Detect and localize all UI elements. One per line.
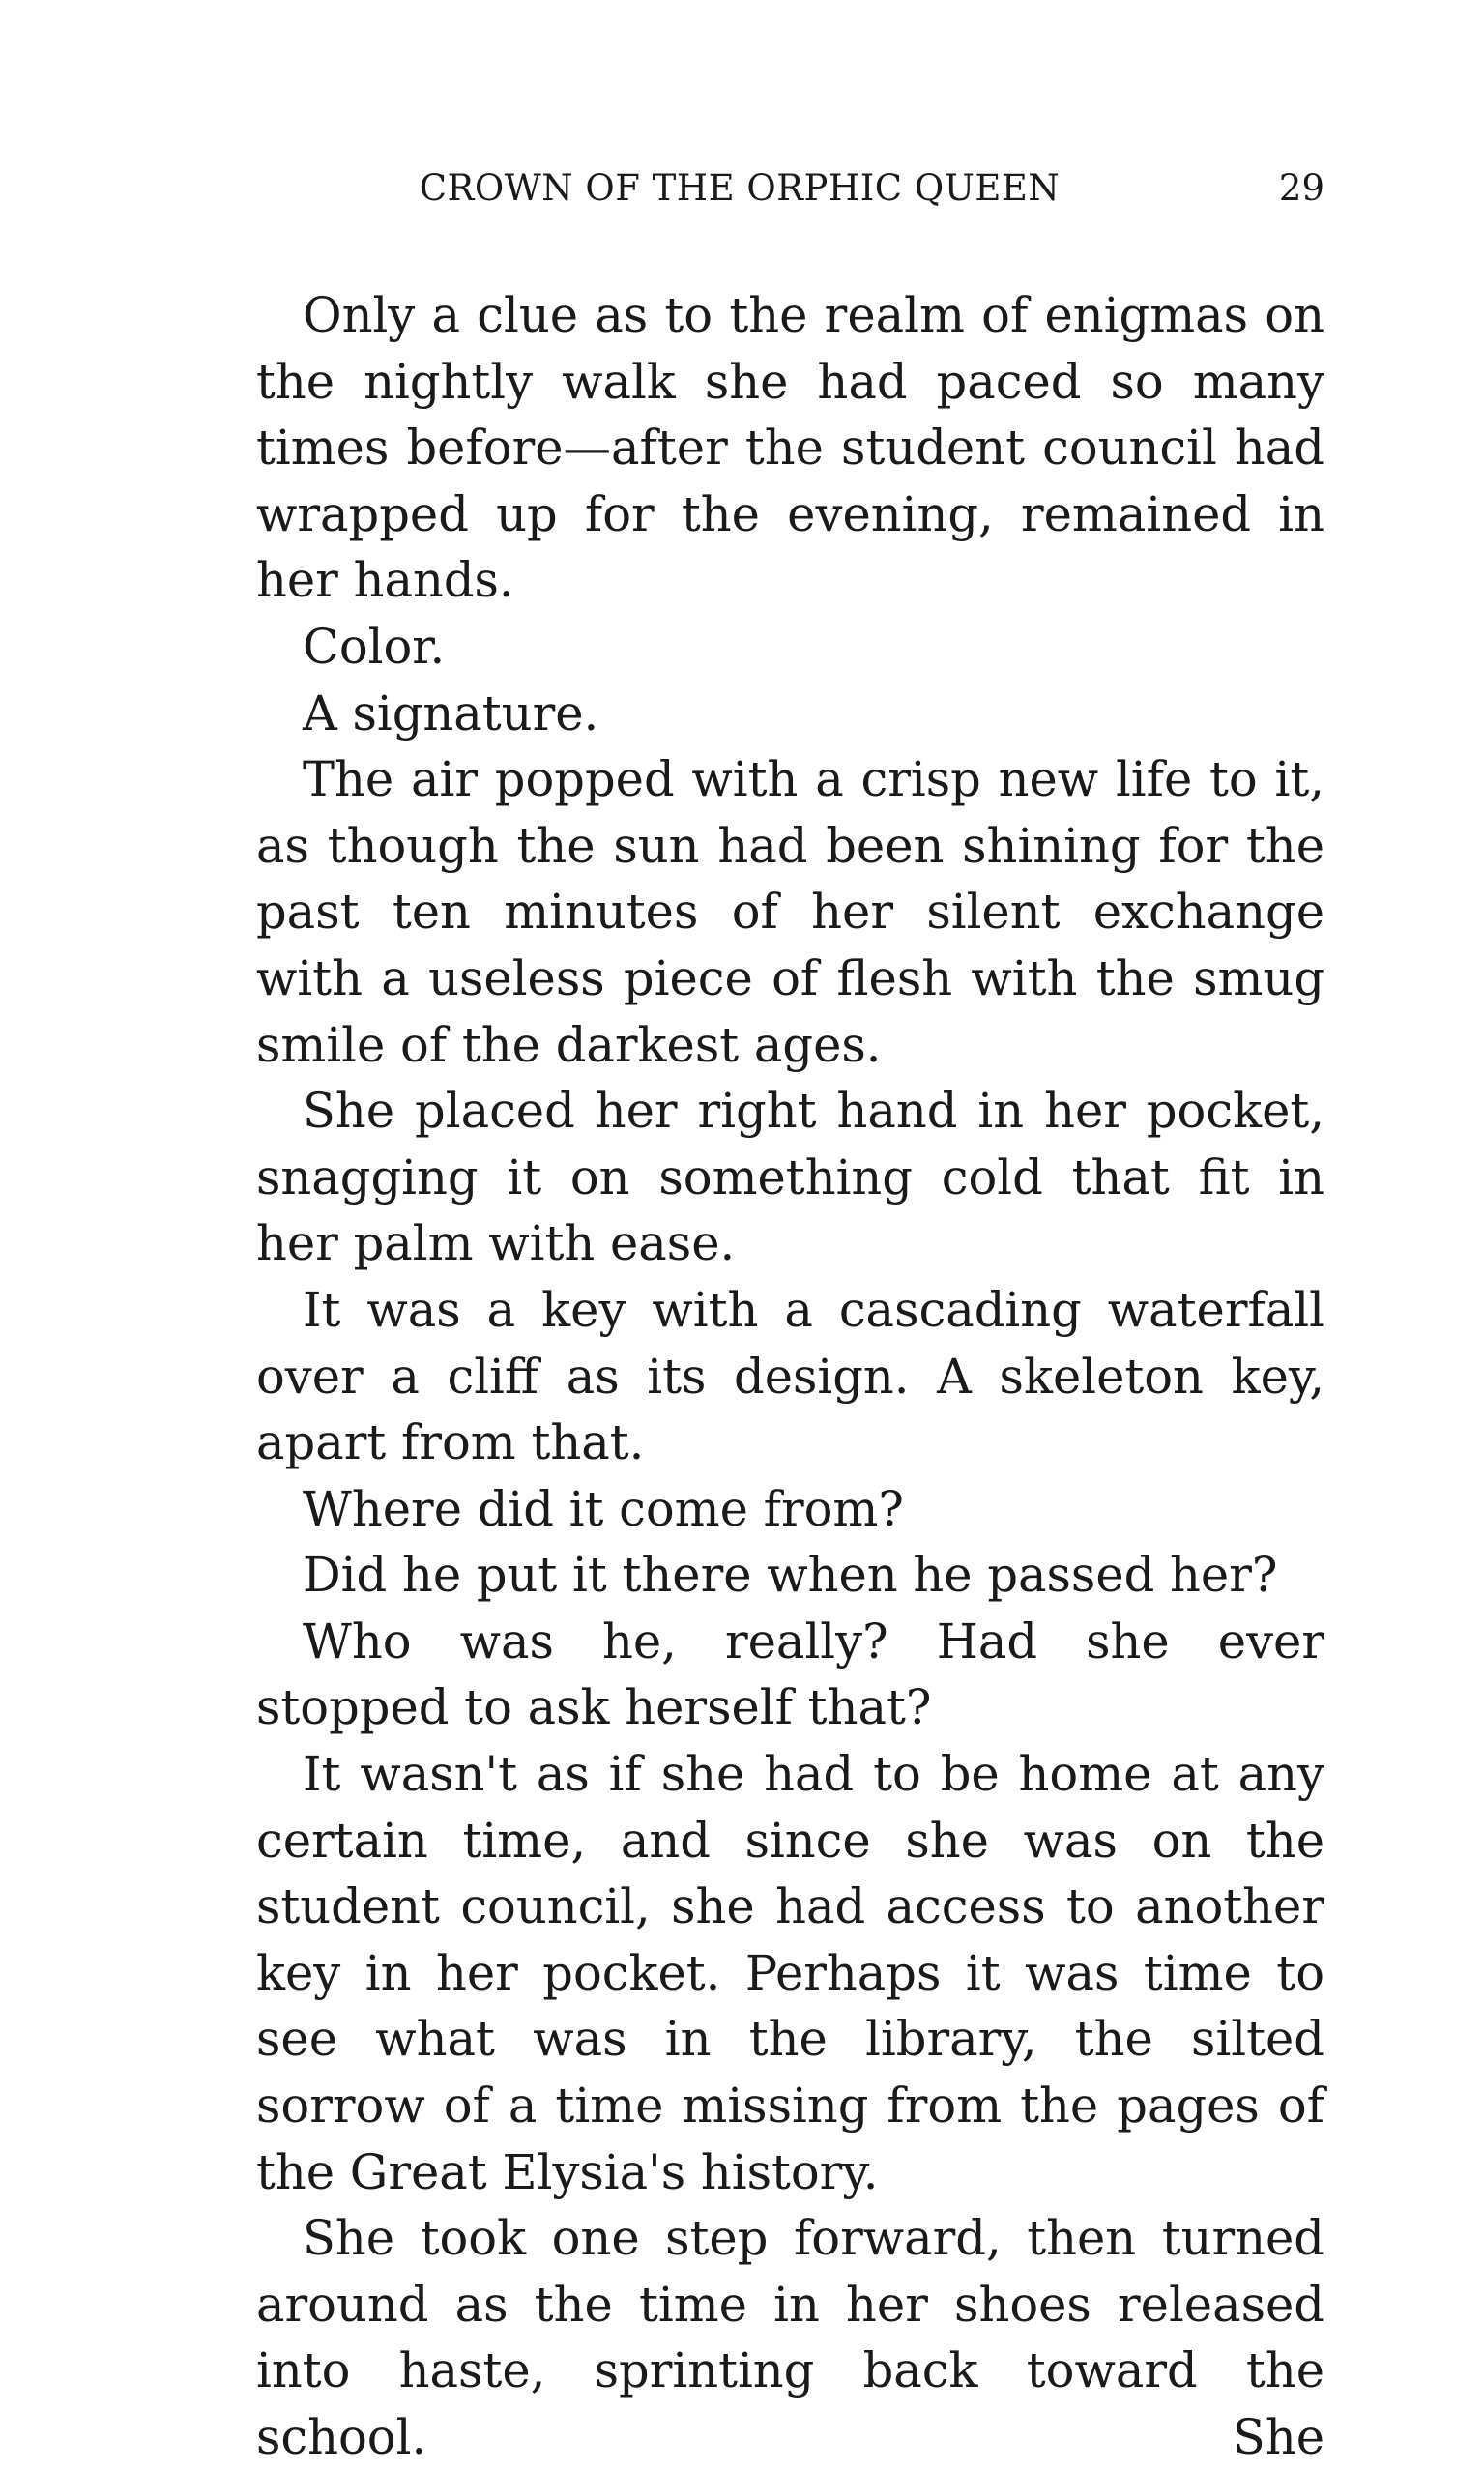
paragraph: Where did it come from? — [303, 1480, 904, 1537]
running-title: CROWN OF THE ORPHIC QUEEN — [419, 167, 1061, 209]
body-text — [256, 282, 1324, 2471]
page-number: 29 — [1278, 167, 1324, 209]
paragraph: The air popped with a crisp new life to it, as though the sun had been shining for the past ten minutes of her silent exchange with a useless piece of flesh with the smug smile of the darkest ages. — [256, 751, 1324, 1073]
paragraph: Color. — [303, 618, 446, 675]
paragraph: Only a clue as to the realm of enigmas on the nightly walk she had paced so many times before—after the student council had wrapped up for the evening, remained in her hands. — [256, 287, 1324, 609]
paragraph: It wasn't as if she had to be home at any certain time, and since she was on the student council, she had access to another key in her pocket. Perhaps it was time to see what was in the library, the silted sorrow of a time missing from the pages of the Great Elysia's history. — [256, 1746, 1324, 2200]
paragraph: Did he put it there when he passed her? — [303, 1547, 1278, 1604]
paragraph: A signature. — [303, 684, 599, 741]
paragraph: Who was he, really? Had she ever stopped to ask herself that? — [256, 1613, 1324, 1736]
paragraph-continued: She took one step forward, then turned around as the time in her shoes released into haste, sprinting back toward the school. She — [256, 2210, 1324, 2465]
paragraph: It was a key with a cascading waterfall over a cliff as its design. A skeleton key, apart from that. — [256, 1281, 1324, 1471]
paragraph: She placed her right hand in her pocket, snagging it on something cold that fit in her palm with ease. — [256, 1083, 1324, 1272]
running-header — [256, 164, 1324, 213]
